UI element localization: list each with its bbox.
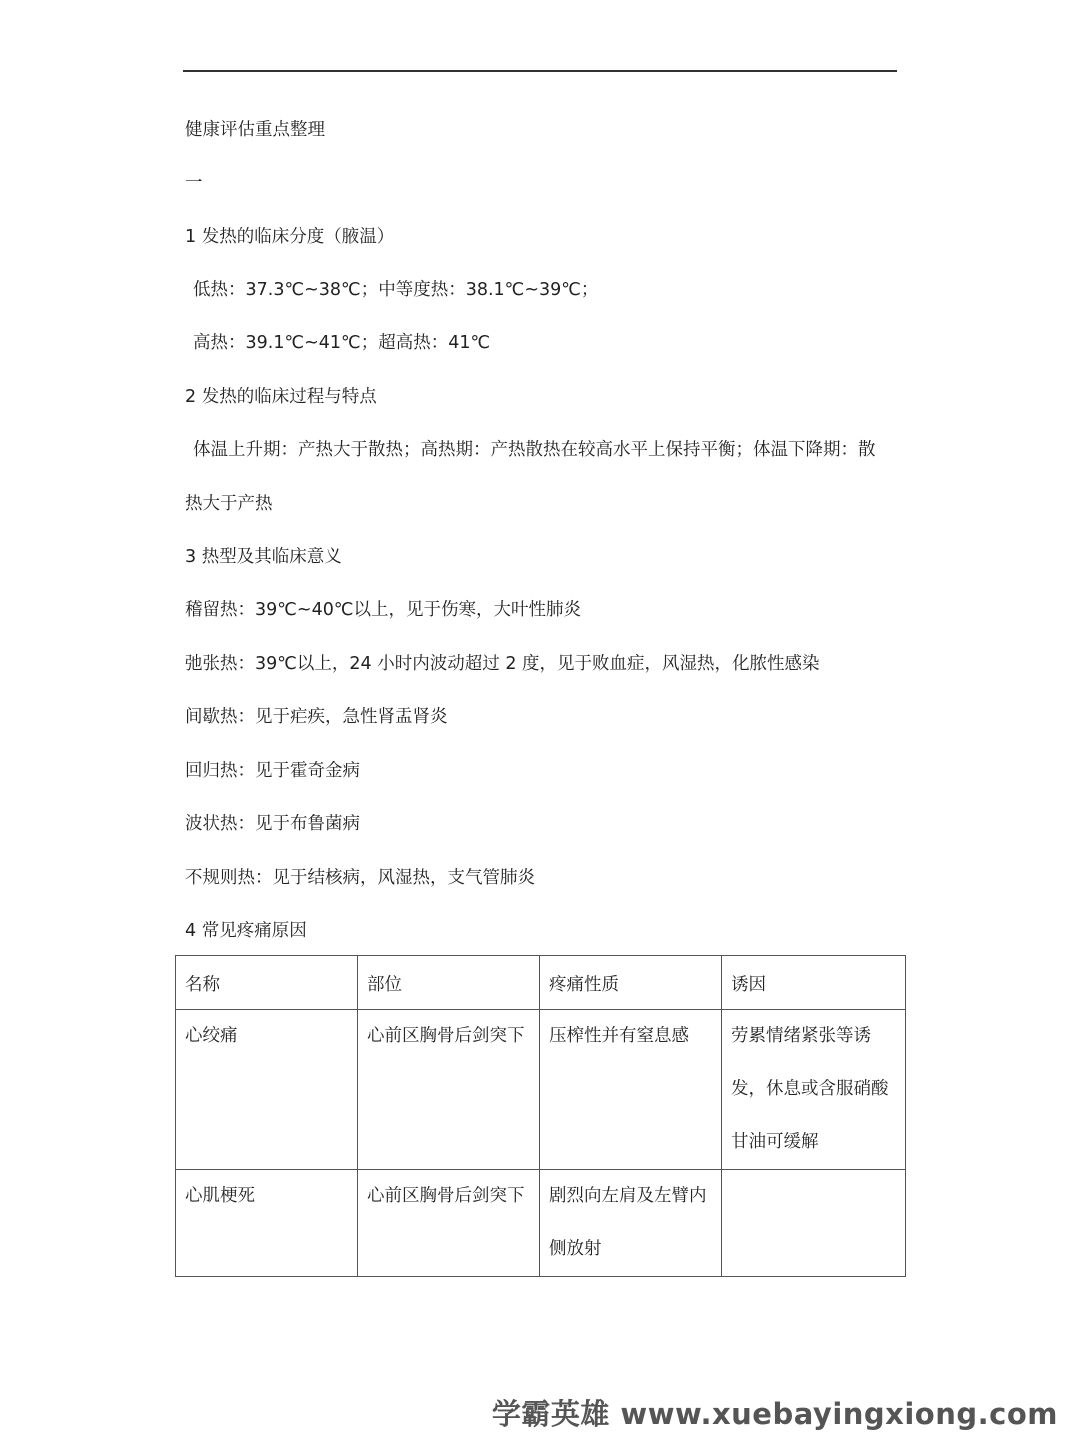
table-cell: 压榨性并有窒息感 bbox=[540, 1010, 722, 1170]
fever-type-item: 弛张热：39℃以上，24 小时内波动超过 2 度，见于败血症，风湿热，化脓性感染 bbox=[185, 654, 820, 674]
fever-type-item: 波状热：见于布鲁菌病 bbox=[185, 814, 360, 834]
table-row bbox=[176, 1010, 906, 1170]
section-2-heading: 2 发热的临床过程与特点 bbox=[185, 387, 377, 407]
table-header-cell: 部位 bbox=[358, 956, 540, 1010]
table-cell: 心肌梗死 bbox=[176, 1170, 358, 1277]
section-4-heading: 4 常见疼痛原因 bbox=[185, 921, 307, 941]
document-title: 健康评估重点整理 bbox=[185, 120, 325, 140]
table-cell bbox=[722, 1170, 906, 1277]
table-cell: 心绞痛 bbox=[176, 1010, 358, 1170]
table-header-row bbox=[176, 956, 906, 1010]
fever-grade-line-1: 低热：37.3℃~38℃；中等度热：38.1℃~39℃； bbox=[193, 280, 599, 300]
fever-type-item: 回归热：见于霍奇金病 bbox=[185, 761, 360, 781]
pain-causes-table bbox=[175, 955, 906, 1277]
fever-process-line-1: 体温上升期：产热大于散热；高热期：产热散热在较高水平上保持平衡；体温下降期：散 bbox=[193, 440, 876, 460]
fever-process-line-2: 热大于产热 bbox=[185, 494, 273, 514]
table-header-cell: 疼痛性质 bbox=[540, 956, 722, 1010]
table-cell: 剧烈向左肩及左臂内侧放射 bbox=[540, 1170, 722, 1277]
fever-grade-line-2: 高热：39.1℃~41℃；超高热：41℃ bbox=[193, 333, 491, 353]
watermark: 学霸英雄 www.xuebayingxiong.com bbox=[491, 1397, 1058, 1431]
table-header-cell: 诱因 bbox=[722, 956, 906, 1010]
fever-type-item: 稽留热：39℃~40℃以上，见于伤寒，大叶性肺炎 bbox=[185, 600, 582, 620]
section-3-heading: 3 热型及其临床意义 bbox=[185, 547, 342, 567]
table-cell: 心前区胸骨后剑突下 bbox=[358, 1170, 540, 1277]
section-1-heading: 1 发热的临床分度（腋温） bbox=[185, 227, 395, 247]
fever-type-item: 不规则热：见于结核病，风湿热，支气管肺炎 bbox=[185, 868, 535, 888]
fever-type-item: 间歇热：见于疟疾，急性肾盂肾炎 bbox=[185, 707, 448, 727]
table-cell: 劳累情绪紧张等诱发，休息或含服硝酸甘油可缓解 bbox=[722, 1010, 906, 1170]
table-row bbox=[176, 1170, 906, 1277]
table-cell: 心前区胸骨后剑突下 bbox=[358, 1010, 540, 1170]
table-header-cell: 名称 bbox=[176, 956, 358, 1010]
top-rule bbox=[183, 70, 897, 72]
section-mark: 一 bbox=[185, 173, 203, 193]
